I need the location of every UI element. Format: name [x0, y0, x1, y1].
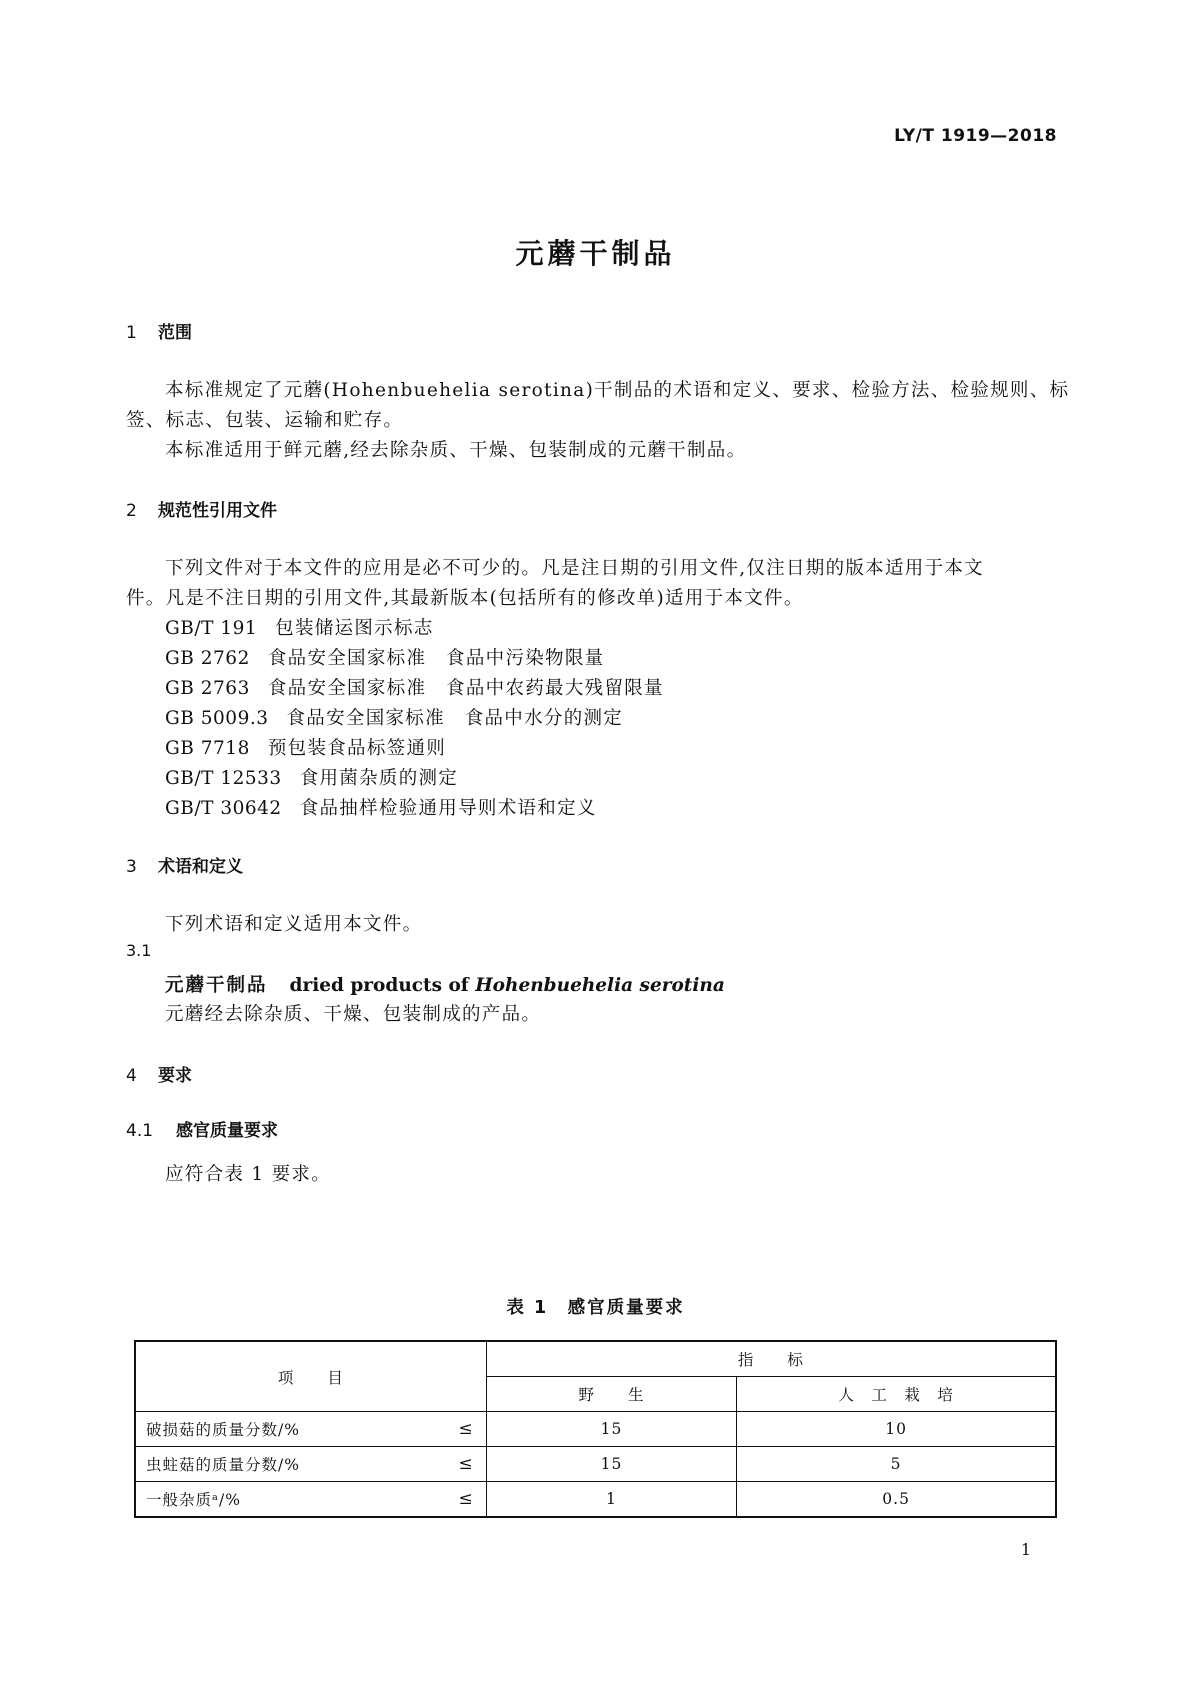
reference-code: GB/T 191	[165, 618, 258, 639]
section-title: 范围	[158, 323, 192, 343]
table-row	[135, 1447, 1056, 1482]
reference-code: GB/T 12533	[165, 768, 282, 789]
sensory-quality-table	[134, 1340, 1057, 1518]
section-title: 规范性引用文件	[158, 501, 277, 521]
reference-item	[165, 644, 604, 670]
less-equal-symbol: ≤	[458, 1419, 474, 1439]
section-number: 3	[126, 857, 137, 877]
reference-item	[165, 614, 434, 640]
scope-paragraph-line-2: 签、标志、包装、运输和贮存。	[126, 410, 404, 431]
reference-item	[165, 704, 623, 730]
header-index: 指 标	[486, 1341, 1056, 1377]
section-1-heading	[126, 318, 192, 343]
requirement-paragraph: 应符合表 1 要求。	[165, 1164, 332, 1185]
section-3-heading	[126, 852, 243, 877]
reference-title: 食品安全国家标准 食品中污染物限量	[267, 648, 605, 669]
section-4-heading	[126, 1061, 192, 1086]
section-number: 4	[126, 1066, 137, 1086]
header-wild: 野 生	[486, 1377, 737, 1412]
row-wild-value: 15	[486, 1447, 737, 1482]
row-cultivated-value: 10	[737, 1412, 1056, 1447]
table-caption: 表 1 感官质量要求	[506, 1298, 685, 1318]
row-item-label: 破损菇的质量分数/%	[146, 1421, 300, 1439]
header-item: 项 目	[135, 1341, 486, 1412]
term-entry	[165, 971, 725, 997]
reference-item	[165, 674, 664, 700]
section-number: 1	[126, 323, 137, 343]
row-item-label: 虫蛀菇的质量分数/%	[146, 1456, 300, 1474]
section-2-heading	[126, 496, 277, 521]
reference-code: GB 7718	[165, 738, 250, 759]
row-item	[135, 1447, 486, 1482]
row-item-label: 一般杂质ᵃ/%	[146, 1491, 241, 1509]
table-header-row	[135, 1341, 1056, 1377]
document-title: 元蘑干制品	[515, 237, 676, 270]
reference-code: GB 2763	[165, 678, 250, 699]
reference-code: GB/T 30642	[165, 798, 282, 819]
scope-paragraph-2: 本标准适用于鲜元蘑,经去除杂质、干燥、包装制成的元蘑干制品。	[165, 440, 747, 461]
term-english	[290, 975, 725, 996]
term-english-species: Hohenbuehelia serotina	[475, 975, 725, 996]
reference-title: 包装储运图示标志	[275, 618, 434, 639]
table-row	[135, 1412, 1056, 1447]
subsection-title: 感官质量要求	[176, 1121, 278, 1141]
reference-code: GB 2762	[165, 648, 250, 669]
section-title: 术语和定义	[158, 857, 243, 877]
reference-title: 食品安全国家标准 食品中农药最大残留限量	[267, 678, 664, 699]
subsection-4-1-heading	[126, 1116, 278, 1141]
header-cultivated: 人 工 栽 培	[737, 1377, 1056, 1412]
page-number: 1	[1020, 1540, 1031, 1559]
scope-paragraph-line-1: 本标准规定了元蘑(Hohenbuehelia serotina)干制品的术语和定义、要求、检验方法、检验规则、标	[165, 380, 1070, 401]
row-item	[135, 1482, 486, 1518]
reference-item	[165, 764, 458, 790]
section-number: 2	[126, 501, 137, 521]
references-intro-line-2: 件。凡是不注日期的引用文件,其最新版本(包括所有的修改单)适用于本文件。	[126, 588, 804, 609]
row-wild-value: 15	[486, 1412, 737, 1447]
terms-intro: 下列术语和定义适用本文件。	[165, 914, 423, 935]
reference-item	[165, 794, 597, 820]
less-equal-symbol: ≤	[458, 1489, 474, 1509]
table-row	[135, 1482, 1056, 1518]
term-english-prefix: dried products of	[289, 975, 476, 996]
reference-title: 食品安全国家标准 食品中水分的测定	[286, 708, 624, 729]
standard-code: LY/T 1919—2018	[894, 126, 1057, 146]
references-intro-line-1: 下列文件对于本文件的应用是必不可少的。凡是注日期的引用文件,仅注日期的版本适用于本文	[165, 558, 984, 579]
row-cultivated-value: 5	[737, 1447, 1056, 1482]
reference-code: GB 5009.3	[165, 708, 269, 729]
subsection-number: 4.1	[126, 1121, 154, 1141]
reference-title: 食品抽样检验通用导则术语和定义	[299, 798, 597, 819]
section-title: 要求	[158, 1066, 192, 1086]
term-definition: 元蘑经去除杂质、干燥、包装制成的产品。	[165, 1004, 542, 1025]
row-item	[135, 1412, 486, 1447]
row-cultivated-value: 0.5	[737, 1482, 1056, 1518]
term-chinese: 元蘑干制品	[165, 975, 268, 996]
reference-title: 食用菌杂质的测定	[299, 768, 459, 789]
term-number: 3.1	[126, 941, 152, 960]
row-wild-value: 1	[486, 1482, 737, 1518]
less-equal-symbol: ≤	[458, 1454, 474, 1474]
reference-title: 预包装食品标签通则	[267, 738, 447, 759]
reference-item	[165, 734, 446, 760]
